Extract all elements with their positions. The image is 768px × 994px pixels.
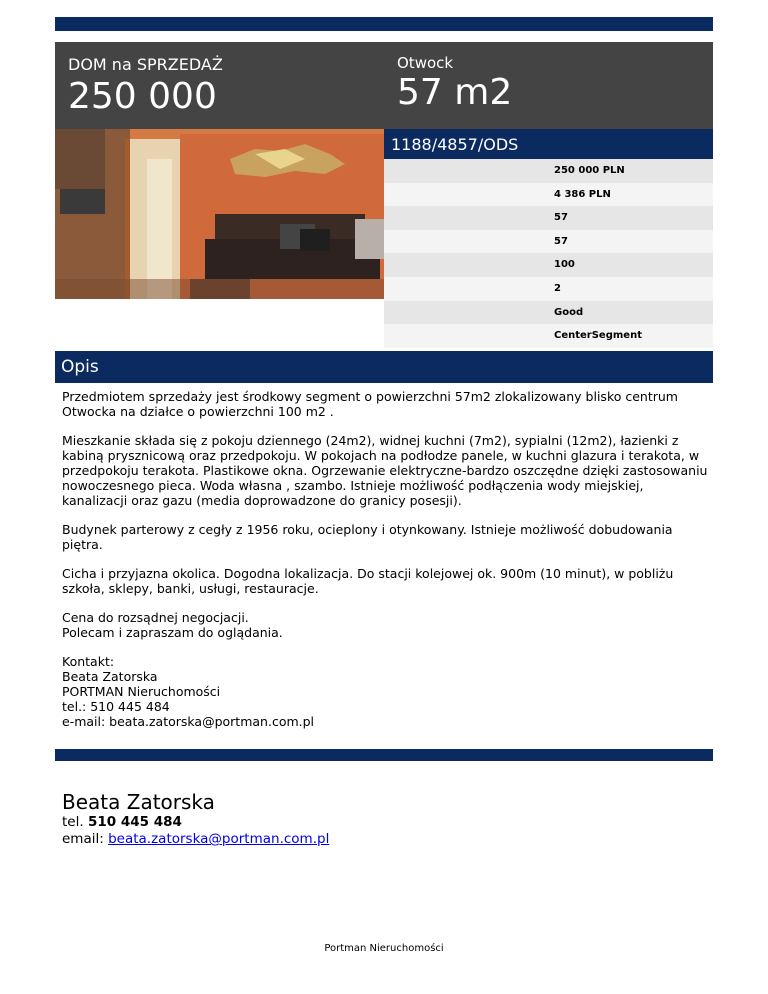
property-row <box>384 159 713 183</box>
property-row <box>384 301 713 325</box>
property-value: 57 <box>554 235 568 247</box>
property-photo <box>55 129 384 299</box>
description-paragraph: Budynek parterowy z cegły z 1956 roku, ocieplony i otynkowany. Istnieje możliwość dobudowania piętra. <box>62 522 673 552</box>
description-paragraph: Kontakt: Beata Zatorska PORTMAN Nieruchomości tel.: 510 445 484 e-mail: beata.zatorska@portman.com.pl <box>62 654 315 729</box>
listing-city: Otwock <box>397 54 454 72</box>
property-value: CenterSegment <box>554 330 642 342</box>
property-row <box>384 253 713 277</box>
agent-email-link[interactable]: beata.zatorska@portman.com.pl <box>108 831 330 847</box>
property-row <box>384 206 713 230</box>
description-heading-bar <box>55 351 713 383</box>
property-row <box>384 277 713 301</box>
footer-company: Portman Nieruchomości <box>324 943 444 954</box>
property-row <box>384 230 713 254</box>
property-value: Good <box>554 306 584 318</box>
description-paragraph: Mieszkanie składa się z pokoju dziennego (24m2), widnej kuchni (7m2), sypialni (12m2), łazienki z kabiną prysznicową oraz przedpokoju. W pokojach na podłodze panele, w kuchni glazura i terakota, w przedpokoju terakota. Plastikowe okna. Ogrzewanie elektryczne-bardzo oszczędne dzięki zastosowaniu nowoczesnego pieca. Woda własna , szambo. Istnieje możliwość podłączenia wody miejskiej, kanalizacji oraz gazu (media doprowadzone do granicy posesji). <box>62 433 708 508</box>
property-value: 57 <box>554 212 568 224</box>
description-paragraph: Cena do rozsądnej negocjacji. Polecam i zapraszam do oglądania. <box>62 610 283 640</box>
agent-email-line <box>62 831 329 848</box>
email-label: email: <box>62 831 104 847</box>
listing-price: 250 000 <box>68 76 217 117</box>
description-paragraph: Przedmiotem sprzedaży jest środkowy segment o powierzchni 57m2 zlokalizowany blisko centrum Otwocka na działce o powierzchni 100 m2 . <box>62 389 678 419</box>
offer-type: DOM na SPRZEDAŻ <box>68 55 223 74</box>
divider-bar <box>55 749 713 761</box>
description-heading: Opis <box>61 357 99 377</box>
agent-phone-line <box>62 814 329 831</box>
description-body <box>62 389 712 743</box>
property-row <box>384 324 713 348</box>
property-value: 2 <box>554 282 561 294</box>
property-value: 4 386 PLN <box>554 188 611 200</box>
property-value: 250 000 PLN <box>554 165 625 176</box>
reference-bar <box>384 129 713 159</box>
reference-number: 1188/4857/ODS <box>391 135 519 154</box>
listing-area: 57 m2 <box>397 72 513 113</box>
property-row <box>384 183 713 207</box>
agent-contact <box>62 790 329 848</box>
agent-phone: 510 445 484 <box>87 814 182 830</box>
listing-header <box>55 42 713 129</box>
property-details-table <box>384 159 713 348</box>
agent-name: Beata Zatorska <box>62 790 215 814</box>
property-value: 100 <box>554 259 575 271</box>
description-paragraph: Cicha i przyjazna okolica. Dogodna lokalizacja. Do stacji kolejowej ok. 900m (10 minut), w pobliżu szkoła, sklepy, banki, usługi, restauracje. <box>62 566 674 596</box>
phone-label: tel. <box>62 814 84 830</box>
top-accent-bar <box>55 17 713 31</box>
